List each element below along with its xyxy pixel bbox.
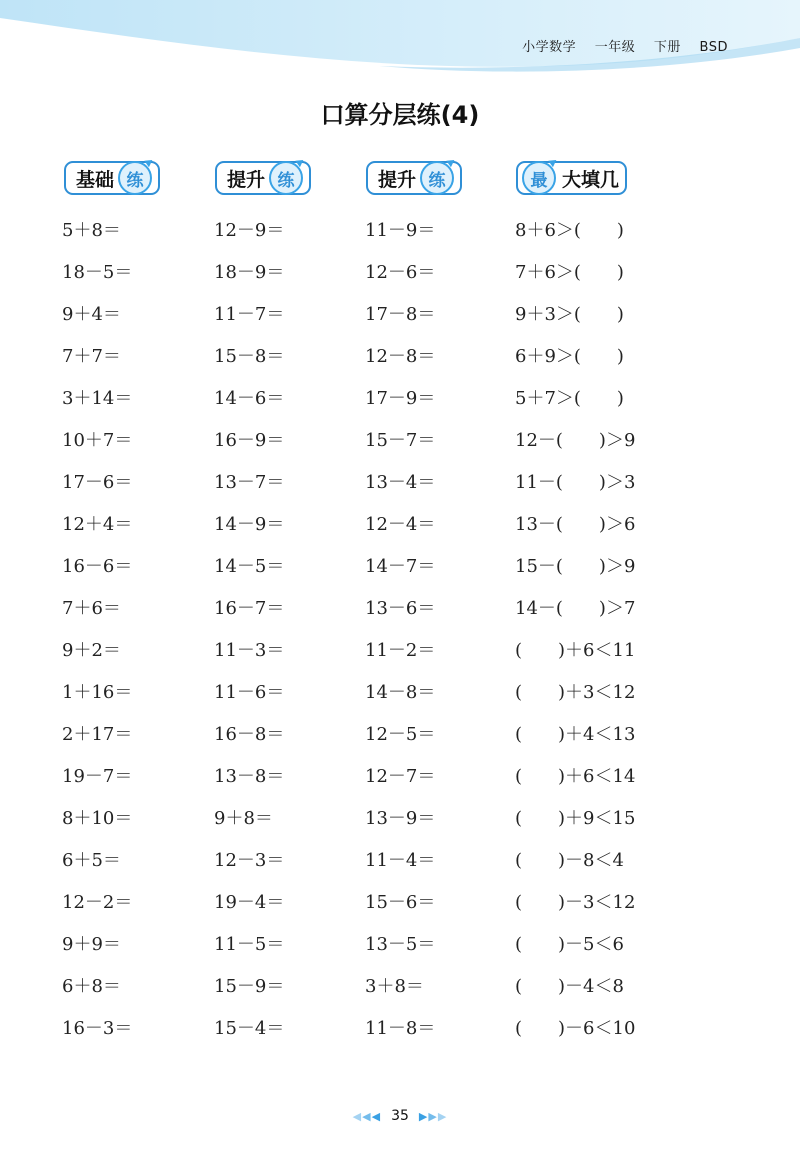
section-badge-basic bbox=[64, 161, 160, 195]
problem-item: 5＋8＝ bbox=[62, 220, 121, 241]
problem-item: 10＋7＝ bbox=[62, 430, 133, 451]
practice-icon: 练 bbox=[269, 161, 303, 195]
problem-item: 7＋6＞( ) bbox=[515, 262, 624, 283]
column-basic bbox=[62, 210, 132, 1050]
problem-item: 5＋7＞( ) bbox=[515, 388, 624, 409]
column-advanced-2 bbox=[365, 210, 435, 1050]
problem-item: 3＋8＝ bbox=[365, 976, 424, 997]
problem-item: 14－5＝ bbox=[214, 556, 285, 577]
section-label: 基础 bbox=[76, 168, 115, 191]
problem-item: 11－3＝ bbox=[214, 640, 285, 661]
problem-item: 13－9＝ bbox=[365, 808, 436, 829]
section-label: 提升 bbox=[378, 168, 417, 191]
problem-item: 14－6＝ bbox=[214, 388, 285, 409]
section-label: 提升 bbox=[227, 168, 266, 191]
problem-item: 15－6＝ bbox=[365, 892, 436, 913]
problem-item: 14－9＝ bbox=[214, 514, 285, 535]
practice-icon: 练 bbox=[420, 161, 454, 195]
problem-item: 17－8＝ bbox=[365, 304, 436, 325]
problem-item: 14－8＝ bbox=[365, 682, 436, 703]
problem-item: 19－4＝ bbox=[214, 892, 285, 913]
problem-item: 13－( )＞6 bbox=[515, 514, 636, 535]
section-badge-advanced-2 bbox=[366, 161, 462, 195]
section-badge-advanced-1 bbox=[215, 161, 311, 195]
header-subject: 小学数学 bbox=[522, 40, 577, 55]
problem-item: 2＋17＝ bbox=[62, 724, 133, 745]
right-arrows-icon: ▶▶▶ bbox=[418, 1109, 448, 1123]
problem-item: 13－7＝ bbox=[214, 472, 285, 493]
problem-item: 8＋6＞( ) bbox=[515, 220, 624, 241]
header-info bbox=[508, 36, 728, 55]
problem-item: 15－8＝ bbox=[214, 346, 285, 367]
header-volume: 下册 bbox=[653, 40, 681, 55]
problem-item: 7＋7＝ bbox=[62, 346, 121, 367]
problem-item: ( )＋9＜15 bbox=[515, 808, 636, 829]
problem-item: 16－6＝ bbox=[62, 556, 133, 577]
header-grade: 一年级 bbox=[594, 40, 636, 55]
problem-item: 9＋9＝ bbox=[62, 934, 121, 955]
problem-item: 14－7＝ bbox=[365, 556, 436, 577]
problem-item: 11－6＝ bbox=[214, 682, 285, 703]
column-max-fill bbox=[515, 210, 635, 1050]
max-icon: 最 bbox=[522, 161, 556, 195]
problem-item: 9＋2＝ bbox=[62, 640, 121, 661]
problem-item: ( )＋6＜14 bbox=[515, 766, 636, 787]
problem-item: 9＋3＞( ) bbox=[515, 304, 624, 325]
problem-item: 12－3＝ bbox=[214, 850, 285, 871]
problem-item: 16－9＝ bbox=[214, 430, 285, 451]
problem-item: 14－( )＞7 bbox=[515, 598, 636, 619]
problem-item: 13－4＝ bbox=[365, 472, 436, 493]
problem-item: 11－5＝ bbox=[214, 934, 285, 955]
problem-item: 19－7＝ bbox=[62, 766, 133, 787]
header-edition: BSD bbox=[699, 40, 728, 55]
problem-item: 16－7＝ bbox=[214, 598, 285, 619]
problem-item: ( )＋6＜11 bbox=[515, 640, 636, 661]
problem-item: 17－9＝ bbox=[365, 388, 436, 409]
problem-item: 11－2＝ bbox=[365, 640, 436, 661]
page-title: 口算分层练(4) bbox=[320, 101, 480, 129]
problem-item: 6＋8＝ bbox=[62, 976, 121, 997]
problem-item: 15－4＝ bbox=[214, 1018, 285, 1039]
problem-item: 13－8＝ bbox=[214, 766, 285, 787]
problem-item: ( )－5＜6 bbox=[515, 934, 624, 955]
problem-item: 3＋14＝ bbox=[62, 388, 133, 409]
problem-item: 15－9＝ bbox=[214, 976, 285, 997]
page-number: 35 bbox=[391, 1108, 409, 1124]
problem-item: 8＋10＝ bbox=[62, 808, 133, 829]
problem-item: 12－9＝ bbox=[214, 220, 285, 241]
problem-item: ( )＋3＜12 bbox=[515, 682, 636, 703]
practice-icon: 练 bbox=[118, 161, 152, 195]
problem-item: 18－5＝ bbox=[62, 262, 133, 283]
problem-item: 12－( )＞9 bbox=[515, 430, 636, 451]
problem-item: 12－5＝ bbox=[365, 724, 436, 745]
problem-item: 12－2＝ bbox=[62, 892, 133, 913]
problem-item: 11－9＝ bbox=[365, 220, 436, 241]
problem-item: ( )＋4＜13 bbox=[515, 724, 636, 745]
problem-item: 13－6＝ bbox=[365, 598, 436, 619]
problem-item: 1＋16＝ bbox=[62, 682, 133, 703]
problem-item: 6＋9＞( ) bbox=[515, 346, 624, 367]
problem-item: ( )－8＜4 bbox=[515, 850, 624, 871]
problem-item: 17－6＝ bbox=[62, 472, 133, 493]
section-label: 大填几 bbox=[562, 168, 620, 191]
problem-item: ( )－4＜8 bbox=[515, 976, 624, 997]
problem-item: 15－7＝ bbox=[365, 430, 436, 451]
problem-item: 16－8＝ bbox=[214, 724, 285, 745]
problem-item: ( )－3＜12 bbox=[515, 892, 636, 913]
problem-item: 13－5＝ bbox=[365, 934, 436, 955]
problem-item: ( )－6＜10 bbox=[515, 1018, 636, 1039]
problem-item: 12＋4＝ bbox=[62, 514, 133, 535]
section-badge-max-fill bbox=[516, 161, 627, 195]
problem-item: 11－( )＞3 bbox=[515, 472, 636, 493]
problem-item: 12－6＝ bbox=[365, 262, 436, 283]
problem-item: 12－8＝ bbox=[365, 346, 436, 367]
problem-item: 16－3＝ bbox=[62, 1018, 133, 1039]
problem-item: 7＋6＝ bbox=[62, 598, 121, 619]
problem-item: 9＋4＝ bbox=[62, 304, 121, 325]
problem-item: 6＋5＝ bbox=[62, 850, 121, 871]
problem-item: 18－9＝ bbox=[214, 262, 285, 283]
problem-item: 11－8＝ bbox=[365, 1018, 436, 1039]
problem-item: 12－7＝ bbox=[365, 766, 436, 787]
problem-item: 15－( )＞9 bbox=[515, 556, 636, 577]
problem-item: 9＋8＝ bbox=[214, 808, 273, 829]
page-footer bbox=[0, 1108, 800, 1124]
column-advanced-1 bbox=[214, 210, 284, 1050]
left-arrows-icon: ◀◀◀ bbox=[352, 1109, 382, 1123]
problem-item: 12－4＝ bbox=[365, 514, 436, 535]
problem-item: 11－4＝ bbox=[365, 850, 436, 871]
problem-item: 11－7＝ bbox=[214, 304, 285, 325]
